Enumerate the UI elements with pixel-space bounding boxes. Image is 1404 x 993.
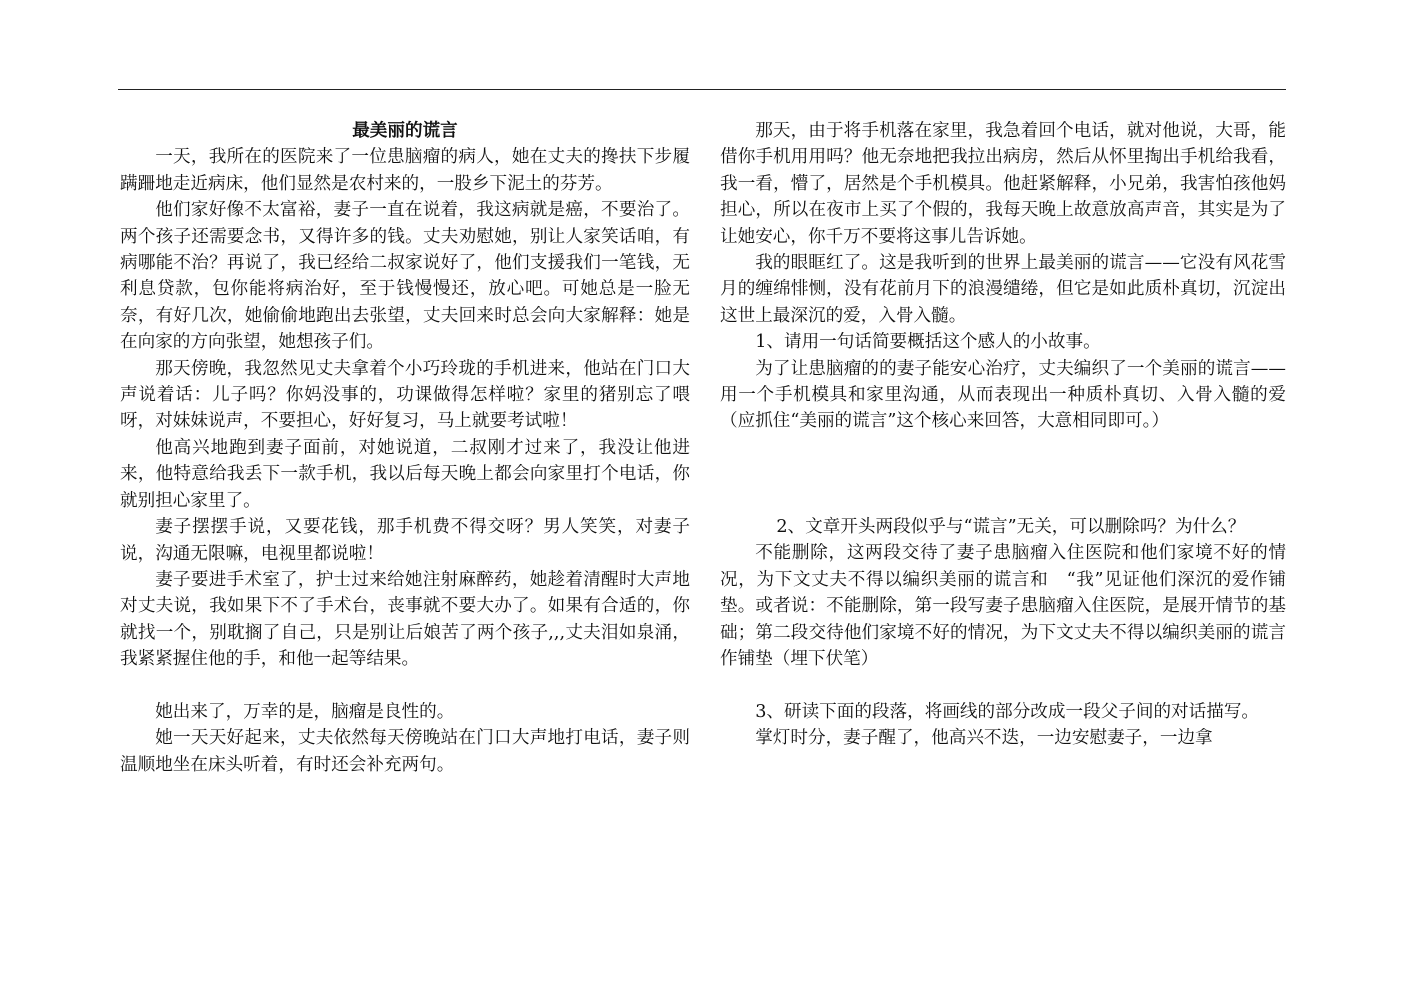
story-paragraph: 那天傍晚，我忽然见丈夫拿着个小巧玲珑的手机进来，他站在门口大声说着话：儿子吗？你妈没事的，功课做得怎样啦？家里的猪别忘了喂呀，对妹妹说声，不要担心，好好复习，马上就要考试啦！ [120,358,690,432]
article-title: 最美丽的谎言 [352,120,458,141]
answer-spacer [720,672,1286,698]
left-column [120,118,690,778]
story-paragraph: 我的眼眶红了。这是我听到的世界上最美丽的谎言——它没有风花雪月的缠绵悱恻，没有花前月下的浪漫缱绻，但它是如此质朴真切，沉淀出这世上最深沉的爱，入骨入髓。 [720,253,1286,326]
question-1: 1、请用一句话简要概括这个感人的小故事。 [755,332,1101,353]
story-paragraph: 那天，由于将手机落在家里，我急着回个电话，就对他说，大哥，能借你手机用用吗？他无奈地把我拉出病房，然后从怀里掏出手机给我看，我一看，懵了，居然是个手机模具。他赶紧解释，小兄弟，我害怕孩他妈担心，所以在夜市上买了个假的，我每天晚上故意放高声音，其实是为了让她安心，你千万不要将这事儿告诉她。 [720,121,1286,247]
story-paragraph: 妻子要进手术室了，护士过来给她注射麻醉药，她趁着清醒时大声地对丈夫说，我如果下不了手术台，丧事就不要大办了。如果有合适的，你就找一个，别耽搁了自己，只是别让后娘苦了两个孩子,,,丈夫泪如泉涌，我紧紧握住他的手，和他一起等结果。 [120,569,690,670]
right-column [720,118,1286,752]
story-paragraph: 妻子摆摆手说，又要花钱，那手机费不得交呀？男人笑笑，对妻子说，沟通无限嘛，电视里都说啦！ [120,517,690,564]
answer-2: 不能删除，这两段交待了妻子患脑瘤入住医院和他们家境不好的情况，为下文丈夫不得以编织美丽的谎言和 “我”见证他们深沉的爱作铺垫。或者说：不能删除，第一段写妻子患脑瘤入住医院，是展开情节的基础；第二段交待他们家境不好的情况，为下文丈夫不得以编织美丽的谎言作铺垫（埋下伏笔） [720,543,1286,669]
story-paragraph: 一天，我所在的医院来了一位患脑瘤的病人，她在丈夫的搀扶下步履蹒跚地走近病床，他们显然是农村来的，一股乡下泥土的芬芳。 [120,147,690,194]
story-paragraph: 她一天天好起来，丈夫依然每天傍晚站在门口大声地打电话，妻子则温顺地坐在床头听着，有时还会补充两句。 [120,728,690,775]
header-rule [118,89,1286,90]
question-2: 2、文章开头两段似乎与“谎言”无关，可以删除吗？为什么？ [776,516,1246,537]
answer-spacer [720,435,1286,514]
passage-3: 掌灯时分，妻子醒了，他高兴不迭，一边安慰妻子，一边拿 [755,728,1213,749]
story-paragraph: 他们家好像不太富裕，妻子一直在说着，我这病就是癌，不要治了。两个孩子还需要念书，又得许多的钱。丈夫劝慰她，别让人家笑话咱，有病哪能不治？再说了，我已经给二叔家说好了，他们支援我们一笔钱，无利息贷款，包你能将病治好，至于钱慢慢还，放心吧。可她总是一脸无奈，有好几次，她偷偷地跑出去张望，丈夫回来时总会向大家解释：她是在向家的方向张望，她想孩子们。 [120,200,690,353]
story-paragraph: 他高兴地跑到妻子面前，对她说道，二叔刚才过来了，我没让他进来，他特意给我丢下一款手机，我以后每天晚上都会向家里打个电话，你就别担心家里了。 [120,437,690,511]
question-3: 3、研读下面的段落，将画线的部分改成一段父子间的对话描写。 [755,701,1260,722]
paragraph-spacer [120,673,690,699]
story-paragraph: 她出来了，万幸的是，脑瘤是良性的。 [155,701,455,722]
answer-1: 为了让患脑瘤的的妻子能安心治疗，丈夫编织了一个美丽的谎言——用一个手机模具和家里沟通，从而表现出一种质朴真切、入骨入髓的爱（应抓住“美丽的谎言”这个核心来回答，大意相同即可。） [720,358,1286,432]
